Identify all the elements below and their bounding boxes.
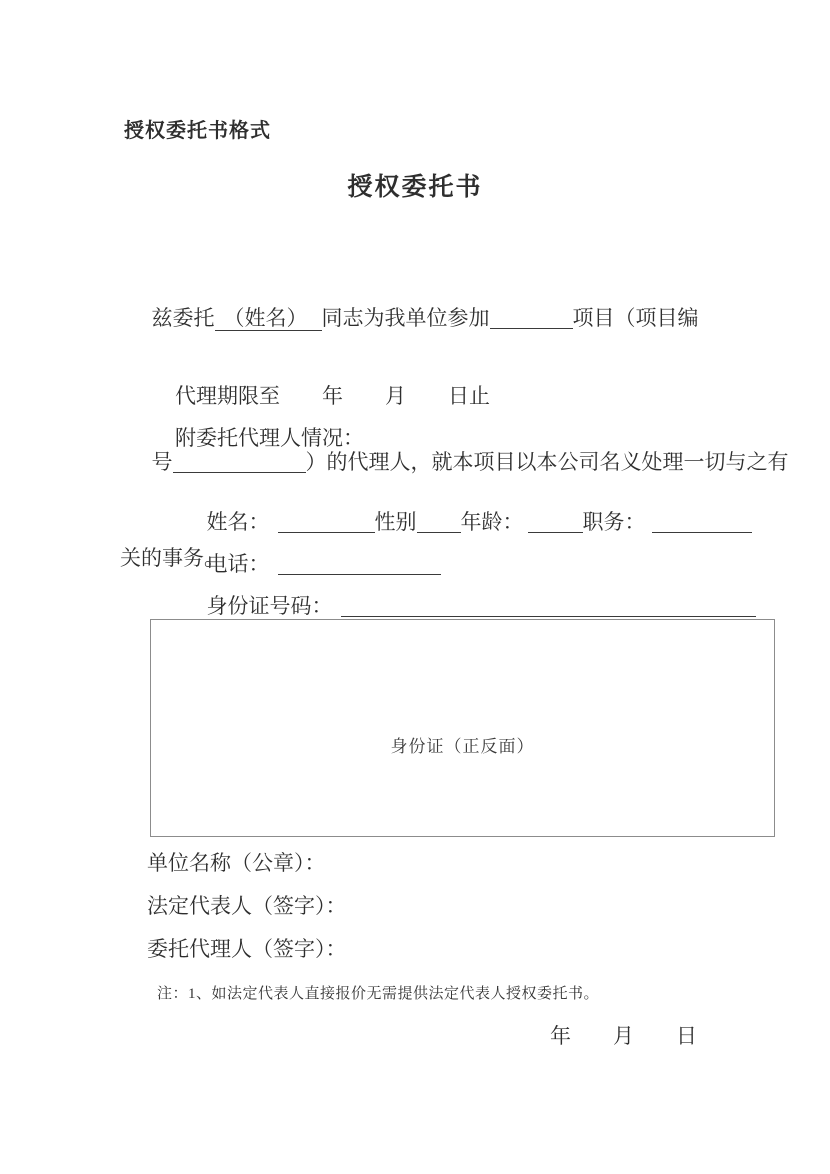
doc-format-label: 授权委托书格式 (124, 120, 271, 142)
paragraph-line-1 (120, 246, 720, 390)
agent-detail-line (120, 459, 720, 534)
company-seal-line: 单位名称（公章）： (147, 851, 326, 875)
name-placeholder-blank: （姓名） (215, 306, 322, 331)
age-blank (528, 532, 583, 533)
gender-label: 性别 (374, 510, 417, 534)
text-project-open: 项目（项目编 (572, 306, 699, 330)
id-card-box (150, 619, 775, 837)
agency-period-line: 代理期限至 年 月 日止 (175, 384, 490, 408)
gender-blank (417, 532, 461, 533)
name-blank (278, 532, 375, 533)
date-line: 年 月 日 (550, 1024, 697, 1048)
agent-sign-line: 委托代理人（签字）： (147, 937, 347, 961)
footnote: 注：1、如法定代表人直接报价无需提供法定代表人授权委托书。 (157, 986, 600, 1002)
phone-label: 电话： (206, 552, 270, 576)
page-title: 授权委托书 (347, 174, 483, 201)
job-title-blank (652, 532, 752, 533)
text-agent-clause: ）的代理人，就本项目以本公司名义处理一切与之有 (305, 450, 789, 474)
text-number-char: 号 (151, 450, 173, 474)
text-entrust: 兹委托 (151, 306, 215, 330)
id-card-placeholder: 身份证（正反面） (390, 737, 535, 756)
legal-rep-sign-line: 法定代表人（签字）： (147, 894, 347, 918)
text-participate: 同志为我单位参加 (321, 306, 490, 330)
agent-info-section (120, 375, 720, 618)
age-label: 年龄： (460, 510, 524, 534)
paragraph-line-3: 关的事务。 (120, 546, 225, 570)
signature-section (147, 842, 647, 971)
project-name-blank (490, 328, 573, 329)
job-title-label: 职务： (582, 510, 646, 534)
agent-info-heading: 附委托代理人情况： (175, 426, 364, 450)
phone-blank (278, 574, 441, 575)
name-label: 姓名： (206, 510, 270, 534)
id-number-blank (341, 616, 756, 617)
id-number-label: 身份证号码： (206, 594, 333, 618)
